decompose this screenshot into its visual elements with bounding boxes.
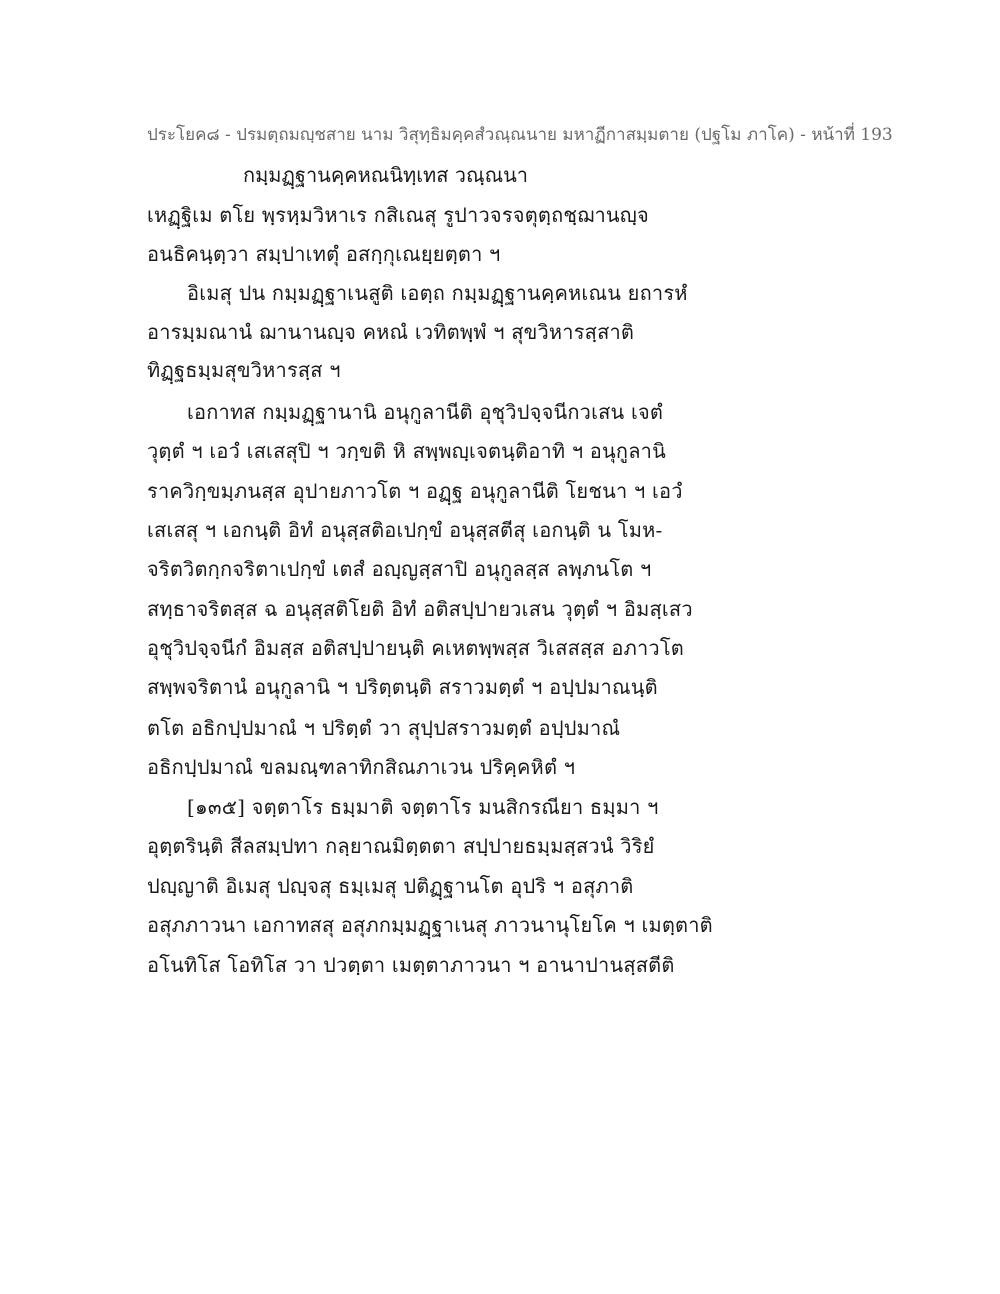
body-line: จริตวิตกฺกจริตาเปกฺขํ เตสํ อญฺญสฺสาปิ อนุกูลสฺส ลพฺภนโต ฯ <box>147 557 652 581</box>
body-line: อุชุวิปจฺจนีกํ อิมสฺส อติสปฺปายนฺติ คเหตพฺพสฺส วิเสสสฺส อภาวโต <box>147 636 684 660</box>
body-line: อธิกปฺปมาณํ ขลมณฺฑลาทิกสิณภาเวน ปริคฺคหิตํ ฯ <box>147 755 576 779</box>
body-line: วุตฺตํ ฯ เอวํ เสเสสุปิ ฯ วกฺขติ หิ สพฺพญฺเจตนฺติอาทิ ฯ อนุกูลานิ <box>147 439 666 463</box>
body-line: ทิฏฺฐธมฺมสุขวิหารสฺส ฯ <box>147 358 341 382</box>
body-line: อโนทิโส โอทิโส วา ปวตฺตา เมตฺตาภาวนา ฯ อานาปานสฺสตีติ <box>147 953 675 977</box>
body-line: เอกาทส กมฺมฏฺฐานานิ อนุกูลานีติ อุชุวิปจฺจนีกวเสน เจตํ <box>187 400 664 424</box>
body-line: อารมฺมณานํ ฌานานญฺจ คหณํ เวทิตพฺพํ ฯ สุขวิหารสฺสาติ <box>147 320 635 344</box>
body-line: ราควิกฺขมฺภนสฺส อุปายภาวโต ฯ อฏฺฐ อนุกูลานีติ โยชนา ฯ เอวํ <box>147 479 683 503</box>
body-line: เสเสสุ ฯ เอกนฺติ อิทํ อนุสฺสติอเปกฺขํ อนุสฺสตีสุ เอกนฺติ น โมห- <box>147 518 663 542</box>
body-line: อสุภภาวนา เอกาทสสุ อสุภกมฺมฏฺฐาเนสุ ภาวนานุโยโค ฯ เมตฺตาติ <box>147 913 713 937</box>
body-line: สทฺธาจริตสฺส ฉ อนุสฺสติโยติ อิทํ อติสปฺปายวเสน วุตฺตํ ฯ อิมสฺเสว <box>147 597 693 621</box>
body-line: สพฺพจริตานํ อนุกูลานิ ฯ ปริตฺตนฺติ สราวมตฺตํ ฯ อปฺปมาณนฺติ <box>147 675 658 699</box>
page-header: ประโยค๘ - ปรมตฺถมญฺชสาย นาม วิสุทฺธิมคฺคสํวณฺณนาย มหาฏีกาสมฺมตาย (ปฐโม ภาโค) - หน้าที่ 193 <box>147 125 893 145</box>
body-line: ปญฺญาติ อิเมสุ ปญฺจสุ ธมฺเมสุ ปติฏฺฐานโต อุปริ ฯ อสุภาติ <box>147 874 634 898</box>
body-line: [๑๓๕] จตฺตาโร ธมฺมาติ จตฺตาโร มนสิกรณียา ธมฺมา ฯ <box>187 795 659 819</box>
body-line: เหฏฺฐิเม ตโย พฺรหฺมวิหาเร กสิเณสุ รูปาวจรจตุตฺถชฺฌานญฺจ <box>147 203 649 227</box>
body-line: ตโต อธิกปฺปมาณํ ฯ ปริตฺตํ วา สุปฺปสราวมตฺตํ อปฺปมาณํ <box>147 716 621 740</box>
body-line: อิเมสุ ปน กมฺมฏฺฐาเนสูติ เอตฺถ กมฺมฏฺฐานคฺคหเณน ยถารหํ <box>187 281 688 305</box>
section-heading: กมฺมฏฺฐานคฺคหณนิทฺเทส วณฺณนา <box>243 163 529 187</box>
body-line: อุตฺตรินฺติ สีลสมฺปทา กลฺยาณมิตฺตตา สปฺปายธมฺมสฺสวนํ วิริยํ <box>147 834 655 858</box>
body-line: อนธิคนฺตฺวา สมฺปาเทตุํ อสกฺกุเณยฺยตฺตา ฯ <box>147 242 501 266</box>
